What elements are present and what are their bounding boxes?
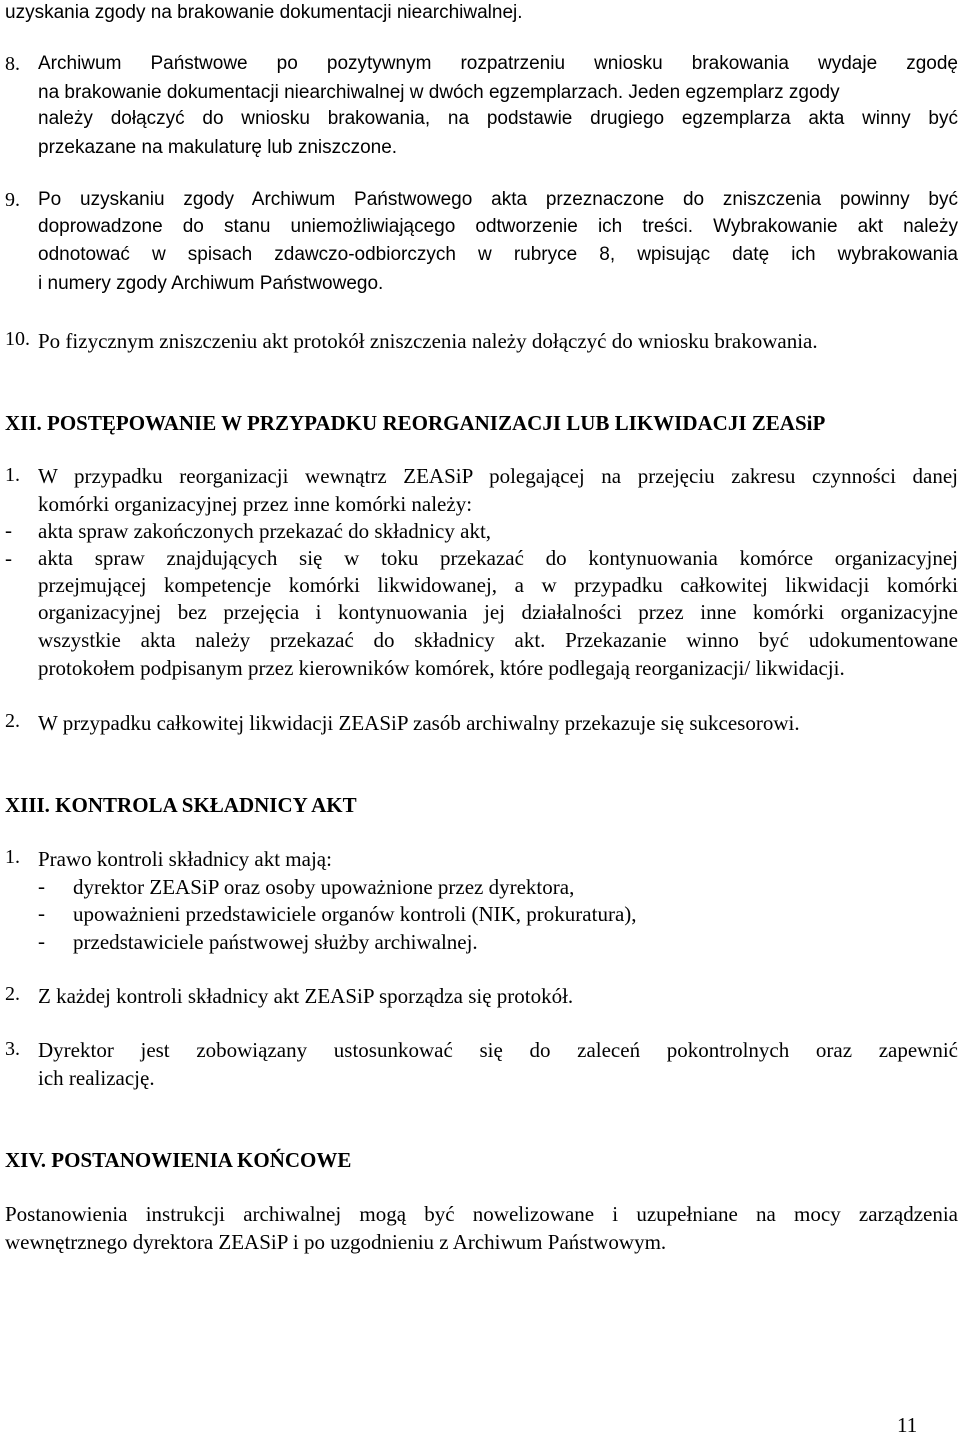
text-line: Po uzyskaniu zgody Archiwum Państwowego akta przeznaczone do zniszczenia powinny być [38, 189, 958, 210]
list-number: 1. [5, 846, 20, 868]
list-number: 9. [5, 189, 20, 211]
text-line: W przypadku reorganizacji wewnątrz ZEASiP polegającej na przejęciu zakresu czynności danej [38, 464, 958, 488]
bullet-dash: - [38, 901, 45, 925]
text-line: wszystkie akta należy przekazać do składnicy akt. Przekazanie winno być udokumentowane [38, 628, 958, 652]
text-line: doprowadzone do stanu uniemożliwiającego odtworzenie ich treści. Wybrakowanie akt należy [38, 216, 958, 237]
list-number: 10. [5, 328, 30, 350]
text-line: odnotować w spisach zdawczo-odbiorczych w rubryce 8, wpisując datę ich wybrakowania [38, 244, 958, 265]
text-line: dyrektor ZEASiP oraz osoby upoważnione przez dyrektora, [73, 875, 575, 899]
text-line: W przypadku całkowitej likwidacji ZEASiP zasób archiwalny przekazuje się sukcesorowi. [38, 711, 800, 735]
text-line: protokołem podpisanym przez kierowników komórek, które podlegają reorganizacji/ likwidacji. [38, 656, 845, 680]
text-line: upoważnieni przedstawiciele organów kontroli (NIK, prokuratura), [73, 902, 637, 926]
text-line: akta spraw znajdujących się w toku przekazać do kontynuowania komórce organizacyjnej [38, 546, 958, 570]
text-line: Prawo kontroli składnicy akt mają: [38, 847, 332, 871]
section-heading: XII. POSTĘPOWANIE W PRZYPADKU REORGANIZACJI LUB LIKWIDACJI ZEASiP [5, 411, 826, 435]
text-line: ich realizację. [38, 1066, 155, 1090]
page-number: 11 [897, 1413, 918, 1437]
text-line: Postanowienia instrukcji archiwalnej mogą być nowelizowane i uzupełniane na mocy zarządzenia [5, 1202, 958, 1226]
text-line: Archiwum Państwowe po pozytywnym rozpatrzeniu wniosku brakowania wydaje zgodę [38, 53, 958, 74]
text-line: Dyrektor jest zobowiązany ustosunkować się do zaleceń pokontrolnych oraz zapewnić [38, 1038, 958, 1062]
list-number: 8. [5, 53, 20, 75]
section-heading: XIV. POSTANOWIENIA KOŃCOWE [5, 1148, 352, 1172]
text-line: należy dołączyć do wniosku brakowania, na podstawie drugiego egzemplarza akta winny być [38, 108, 958, 129]
bullet-dash: - [5, 518, 12, 542]
text-line: przedstawiciele państwowej służby archiwalnej. [73, 930, 478, 954]
bullet-dash: - [5, 546, 12, 570]
list-number: 2. [5, 710, 20, 732]
text-line: Po fizycznym zniszczeniu akt protokół zniszczenia należy dołączyć do wniosku brakowania. [38, 329, 818, 353]
text-line: przekazane na makulaturę lub zniszczone. [38, 137, 398, 158]
text-line: na brakowanie dokumentacji niearchiwalnej w dwóch egzemplarzach. Jeden egzemplarz zgody [38, 82, 840, 103]
bullet-dash: - [38, 874, 45, 898]
list-number: 2. [5, 983, 20, 1005]
text-line: uzyskania zgody na brakowanie dokumentacji niearchiwalnej. [5, 2, 523, 23]
text-line: przejmującej kompetencje komórki likwidowanej, a w przypadku całkowitej likwidacji komórki [38, 573, 958, 597]
text-line: i numery zgody Archiwum Państwowego. [38, 273, 384, 294]
text-line: wewnętrznego dyrektora ZEASiP i po uzgodnieniu z Archiwum Państwowym. [5, 1230, 667, 1254]
text-line: komórki organizacyjnej przez inne komórki należy: [38, 492, 473, 516]
list-number: 3. [5, 1038, 20, 1060]
section-heading: XIII. KONTROLA SKŁADNICY AKT [5, 793, 357, 817]
text-line: Z każdej kontroli składnicy akt ZEASiP sporządza się protokół. [38, 984, 574, 1008]
bullet-dash: - [38, 929, 45, 953]
list-number: 1. [5, 464, 20, 486]
text-line: organizacyjnej bez przejęcia i kontynuowania jej działalności przez inne komórki organizacyjne [38, 600, 958, 624]
text-line: akta spraw zakończonych przekazać do składnicy akt, [38, 519, 492, 543]
